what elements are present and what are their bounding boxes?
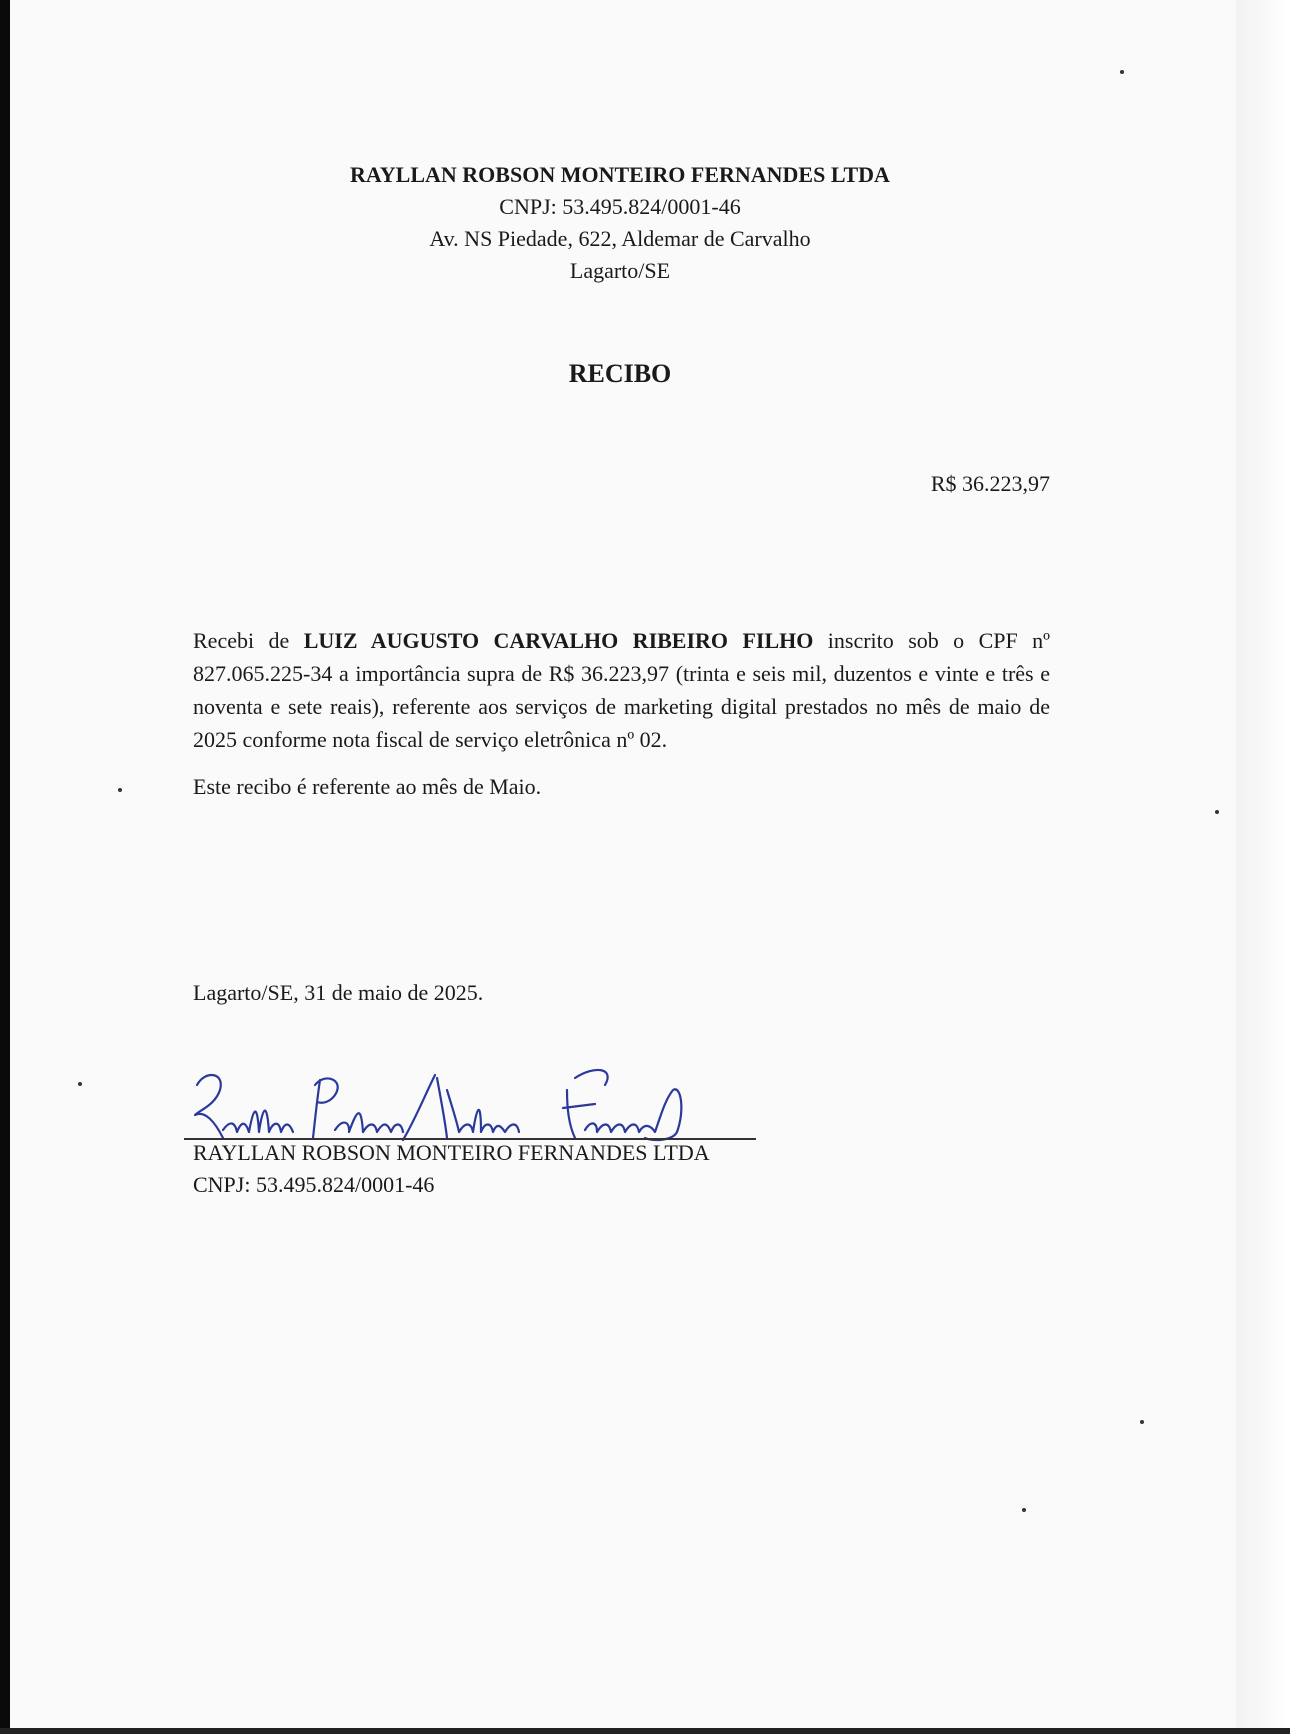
signature-stroke — [335, 1113, 403, 1132]
page-bottom-edge — [0, 1728, 1290, 1734]
signature-stroke — [585, 1089, 681, 1140]
signer-cnpj: CNPJ: 53.495.824/0001-46 — [193, 1172, 435, 1197]
company-city: Lagarto/SE — [569, 258, 671, 283]
receipt-amount: R$ 36.223,97 — [930, 471, 1050, 496]
payer-name: LUIZ AUGUSTO CARVALHO RIBEIRO FILHO — [303, 628, 814, 653]
signature-stroke — [223, 1111, 293, 1132]
receipt-reference: Este recibo é referente ao mês de Maio. — [193, 774, 542, 799]
paper-speck — [1120, 70, 1124, 74]
document-title: RECIBO — [568, 359, 672, 388]
handwritten-signature — [175, 1060, 775, 1150]
paper-speck — [78, 1082, 82, 1086]
signature-stroke — [313, 1078, 338, 1138]
company-name: RAYLLAN ROBSON MONTEIRO FERNANDES LTDA — [350, 162, 890, 187]
paper-speck — [1215, 810, 1219, 814]
signature-stroke — [403, 1075, 519, 1140]
body-text: inscrito sob o CPF nº 827.065.225-34 a importância supra de R$ 36.223,97 (trinta e seis mil, duzentos e vinte e três e noventa e sete reais), referente aos serviços de marketing digital prestados no mês de maio de 2025 conforme nota fiscal de serviço eletrônica nº 02. — [193, 628, 1050, 752]
paper-speck — [118, 788, 122, 792]
place-date: Lagarto/SE, 31 de maio de 2025. — [193, 980, 484, 1005]
body-prefix: Recebi de — [193, 628, 304, 653]
paper-speck — [1022, 1508, 1026, 1512]
page-edge-shadow — [1236, 0, 1290, 1734]
company-address: Av. NS Piedade, 622, Aldemar de Carvalho — [429, 226, 811, 251]
signature-stroke — [195, 1075, 223, 1138]
signer-name: RAYLLAN ROBSON MONTEIRO FERNANDES LTDA — [193, 1140, 710, 1165]
receipt-body — [193, 624, 1050, 756]
paper-speck — [1140, 1420, 1144, 1424]
company-cnpj: CNPJ: 53.495.824/0001-46 — [499, 194, 741, 219]
